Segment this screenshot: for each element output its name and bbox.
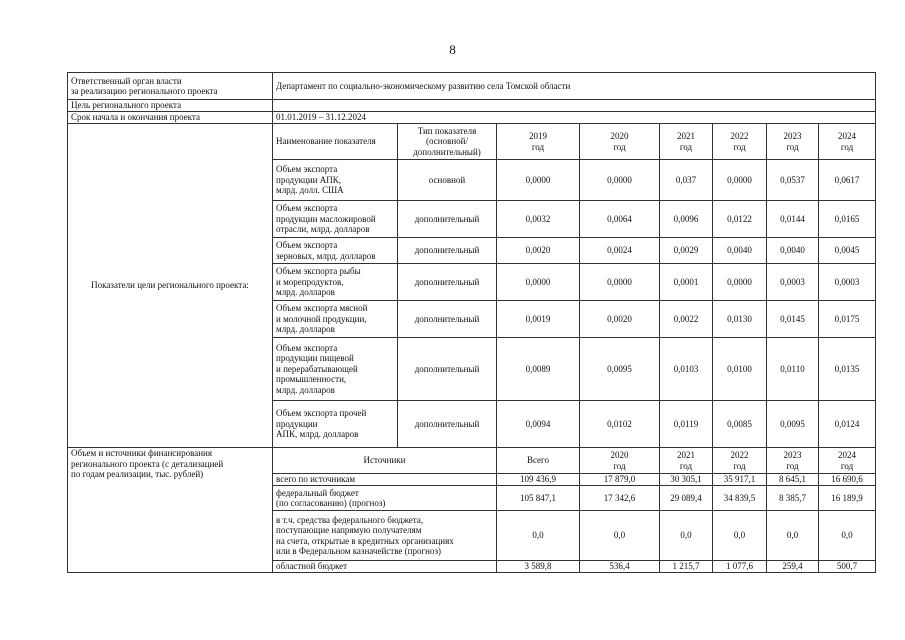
indicator-value: 0,0095: [580, 338, 660, 401]
financing-source: в т.ч. средства федерального бюджета, поступающие напрямую получателям на счета, открытые в кредитных организациях или в Федеральном казначействе (прогноз): [273, 511, 497, 561]
indicator-value: 0,0095: [767, 401, 819, 448]
financing-value: 500,7: [819, 561, 876, 573]
indicator-value: 0,0096: [660, 201, 713, 238]
indicator-value: 0,0145: [767, 301, 819, 338]
indicator-value: 0,0032: [497, 201, 580, 238]
financing-value: 34 839,5: [713, 486, 767, 511]
year-header: 2020 год: [580, 448, 660, 474]
year-header: 2022 год: [713, 448, 767, 474]
year-header: 2023 год: [767, 124, 819, 160]
financing-value: 0,0: [497, 511, 580, 561]
year-header: 2024 год: [819, 124, 876, 160]
indicator-value: 0,0001: [660, 264, 713, 301]
goal-label: Цель регионального проекта: [68, 100, 273, 112]
indicator-value: 0,0020: [497, 238, 580, 264]
goal-row: [68, 100, 876, 112]
financing-header-row: [68, 448, 876, 474]
page-number: 8: [449, 42, 456, 57]
financing-source: федеральный бюджет (по согласованию) (прогноз): [273, 486, 497, 511]
term-label: Срок начала и окончания проекта: [68, 112, 273, 124]
indicator-value: 0,0040: [713, 238, 767, 264]
indicator-value: 0,0022: [660, 301, 713, 338]
indicator-value: 0,037: [660, 160, 713, 201]
indicator-name: Объем экспорта мясной и молочной продукции, млрд. долларов: [273, 301, 398, 338]
financing-value: 109 436,9: [497, 474, 580, 486]
year-header: 2019 год: [497, 124, 580, 160]
year-header: 2020 год: [580, 124, 660, 160]
responsible-label: Ответственный орган власти за реализацию регионального проекта: [68, 73, 273, 100]
indicator-value: 0,0003: [767, 264, 819, 301]
indicators-section-label: Показатели цели регионального проекта:: [68, 124, 273, 448]
financing-value: 16 690,6: [819, 474, 876, 486]
indicator-value: 0,0064: [580, 201, 660, 238]
indicator-value: 0,0135: [819, 338, 876, 401]
indicator-name: Объем экспорта прочей продукции АПК, млрд. долларов: [273, 401, 398, 448]
financing-source: областной бюджет: [273, 561, 497, 573]
indicator-value: 0,0110: [767, 338, 819, 401]
year-header: 2024 год: [819, 448, 876, 474]
financing-section-label: Объем и источники финансирования регионального проекта (с детализацией по годам реализации, тыс. рублей): [68, 448, 273, 573]
indicator-name: Объем экспорта продукции АПК, млрд. долл. США: [273, 160, 398, 201]
financing-value: 8 645,1: [767, 474, 819, 486]
indicator-value: 0,0085: [713, 401, 767, 448]
indicator-value: 0,0094: [497, 401, 580, 448]
financing-value: 0,0: [819, 511, 876, 561]
indicator-value: 0,0040: [767, 238, 819, 264]
indicator-value: 0,0175: [819, 301, 876, 338]
indicator-value: 0,0617: [819, 160, 876, 201]
indicator-value: 0,0119: [660, 401, 713, 448]
financing-value: 16 189,9: [819, 486, 876, 511]
responsible-row: [68, 73, 876, 100]
indicator-name-header: Наименование показателя: [273, 124, 398, 160]
indicator-type: дополнительный: [398, 201, 497, 238]
indicator-value: 0,0000: [580, 264, 660, 301]
financing-value: 17 342,6: [580, 486, 660, 511]
financing-value: 30 305,1: [660, 474, 713, 486]
financing-value: 1 215,7: [660, 561, 713, 573]
financing-value: 1 077,6: [713, 561, 767, 573]
term-row: [68, 112, 876, 124]
total-header: Всего: [497, 448, 580, 474]
indicator-type-header: Тип показателя (основной/ дополнительный): [398, 124, 497, 160]
financing-value: 17 879,0: [580, 474, 660, 486]
indicator-name: Объем экспорта продукции масложировой отрасли, млрд. долларов: [273, 201, 398, 238]
indicator-type: дополнительный: [398, 238, 497, 264]
indicator-type: основной: [398, 160, 497, 201]
financing-value: 29 089,4: [660, 486, 713, 511]
indicator-value: 0,0130: [713, 301, 767, 338]
goal-value: [273, 100, 876, 112]
indicator-type: дополнительный: [398, 338, 497, 401]
year-header: 2021 год: [660, 124, 713, 160]
financing-value: 536,4: [580, 561, 660, 573]
indicators-header-row: [68, 124, 876, 160]
project-passport-table: [67, 72, 876, 573]
indicator-value: 0,0124: [819, 401, 876, 448]
indicator-value: 0,0089: [497, 338, 580, 401]
indicator-type: дополнительный: [398, 301, 497, 338]
indicator-value: 0,0045: [819, 238, 876, 264]
indicator-value: 0,0144: [767, 201, 819, 238]
term-value: 01.01.2019 – 31.12.2024: [273, 112, 876, 124]
indicator-value: 0,0029: [660, 238, 713, 264]
indicator-type: дополнительный: [398, 264, 497, 301]
indicator-name: Объем экспорта рыбы и морепродуктов, млрд. долларов: [273, 264, 398, 301]
year-header: 2022 год: [713, 124, 767, 160]
indicator-value: 0,0024: [580, 238, 660, 264]
financing-value: 105 847,1: [497, 486, 580, 511]
year-header: 2023 год: [767, 448, 819, 474]
financing-source: всего по источникам: [273, 474, 497, 486]
indicator-value: 0,0019: [497, 301, 580, 338]
indicator-value: 0,0102: [580, 401, 660, 448]
indicator-value: 0,0000: [497, 160, 580, 201]
indicator-value: 0,0537: [767, 160, 819, 201]
indicator-name: Объем экспорта продукции пищевой и перерабатывающей промышленности, млрд. долларов: [273, 338, 398, 401]
indicator-value: 0,0122: [713, 201, 767, 238]
financing-value: 0,0: [713, 511, 767, 561]
year-header: 2021 год: [660, 448, 713, 474]
financing-value: 0,0: [580, 511, 660, 561]
indicator-value: 0,0000: [580, 160, 660, 201]
indicator-value: 0,0020: [580, 301, 660, 338]
financing-value: 8 385,7: [767, 486, 819, 511]
sources-header: Источники: [273, 448, 497, 474]
indicator-value: 0,0003: [819, 264, 876, 301]
indicator-value: 0,0103: [660, 338, 713, 401]
financing-value: 35 917,1: [713, 474, 767, 486]
indicator-value: 0,0000: [497, 264, 580, 301]
financing-value: 259,4: [767, 561, 819, 573]
indicator-type: дополнительный: [398, 401, 497, 448]
indicator-value: 0,0000: [713, 160, 767, 201]
indicator-name: Объем экспорта зерновых, млрд. долларов: [273, 238, 398, 264]
financing-value: 3 589,8: [497, 561, 580, 573]
indicator-value: 0,0000: [713, 264, 767, 301]
indicator-value: 0,0100: [713, 338, 767, 401]
financing-value: 0,0: [767, 511, 819, 561]
responsible-value: Департамент по социально-экономическому развитию села Томской области: [273, 73, 876, 100]
financing-value: 0,0: [660, 511, 713, 561]
indicator-value: 0,0165: [819, 201, 876, 238]
